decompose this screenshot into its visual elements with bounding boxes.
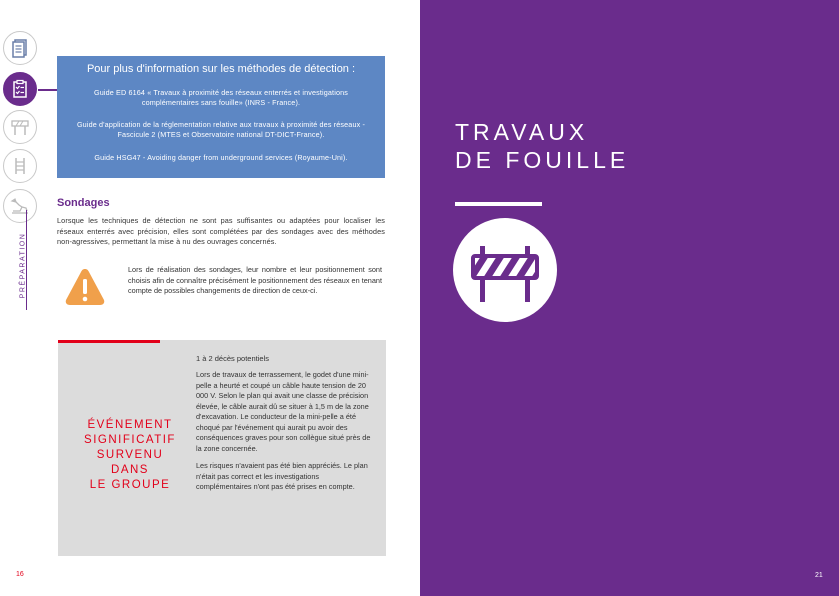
event-label-line: SURVENU — [96, 449, 164, 461]
document-icon — [10, 38, 30, 58]
warning-text: Lors de réalisation des sondages, leur nombre et leur positionnement sont choisis afin de connaître précisément le positionnement des réseaux en tenant compte de possibles changements de direction de ceux-ci. — [128, 265, 382, 295]
barrier-icon — [453, 218, 557, 322]
info-box — [57, 56, 385, 178]
info-item-inrs: Guide ED 6164 « Travaux à proximité des réseaux enterrés et investigations complémentaires sans fouille» (INRS - France). — [93, 88, 348, 107]
page-number-right: 21 — [815, 572, 823, 579]
event-label-line: DANS — [111, 464, 149, 476]
info-item-mtes: Guide d'application de la réglementation relative aux travaux à proximité des réseaux - Fascicule 2 (MTES et Observatoire national DT-DICT-France). — [76, 120, 366, 139]
chapter-title-line-2: DE FOUILLE — [455, 147, 630, 173]
warning-icon — [64, 267, 106, 307]
nav-checklist-button[interactable] — [3, 72, 37, 106]
event-paragraph-2: Les risques n'avaient pas été bien appréciés. Le plan n'était pas correct et les investigations complémentaires n'ont pas été prises en compte. — [196, 461, 368, 491]
nav-ladder-button[interactable] — [3, 149, 37, 183]
info-item-hsg47: Guide HSG47 - Avoiding danger from underground services (Royaume-Uni). — [94, 153, 348, 162]
sondages-heading: Sondages — [57, 197, 110, 209]
event-description — [196, 370, 374, 493]
checklist-icon — [10, 79, 30, 99]
event-count: 1 à 2 décès potentiels — [196, 354, 269, 363]
nav-barrier-button[interactable] — [3, 110, 37, 144]
nav-excavator-button[interactable] — [3, 189, 37, 223]
event-label-line: LE GROUPE — [89, 479, 171, 491]
event-accent-line — [58, 340, 160, 343]
chapter-icon-circle — [453, 218, 557, 322]
info-box-title: Pour plus d'information sur les méthodes de détection : — [86, 63, 356, 75]
event-label — [70, 418, 190, 493]
barrier-icon — [10, 117, 30, 137]
title-underline — [455, 202, 542, 206]
chapter-title-line-1: TRAVAUX — [455, 119, 589, 145]
event-label-line: SIGNIFICATIF — [84, 434, 176, 446]
section-label: PRÉPARATION — [19, 232, 27, 299]
page-number-left: 16 — [16, 571, 24, 578]
event-label-line: ÉVÉNEMENT — [87, 419, 173, 431]
sondages-body: Lorsque les techniques de détection ne sont pas suffisantes ou adaptées pour localiser les réseaux enterrés avec précision, elles sont complétées par des sondages avec des méthodes non-agressives, permettant la mise à nu des ouvrages concernés. — [57, 216, 385, 246]
chapter-title — [455, 118, 629, 174]
excavator-icon — [10, 196, 30, 216]
nav-document-button[interactable] — [3, 31, 37, 65]
ladder-icon — [10, 156, 30, 176]
event-paragraph-1: Lors de travaux de terrassement, le godet d'une mini-pelle a heurté et coupé un câble haute tension de 20 000 V. Selon le plan qui avait une classe de précision élevée, le câble aurait dû se situer à 1,5 m de la zone d'excavation. Le conducteur de la mini-pelle a été choqué par l'événement qui aurait pu avoir des conséquences graves pour son collègue situé près de la zone concernée. — [196, 370, 371, 453]
